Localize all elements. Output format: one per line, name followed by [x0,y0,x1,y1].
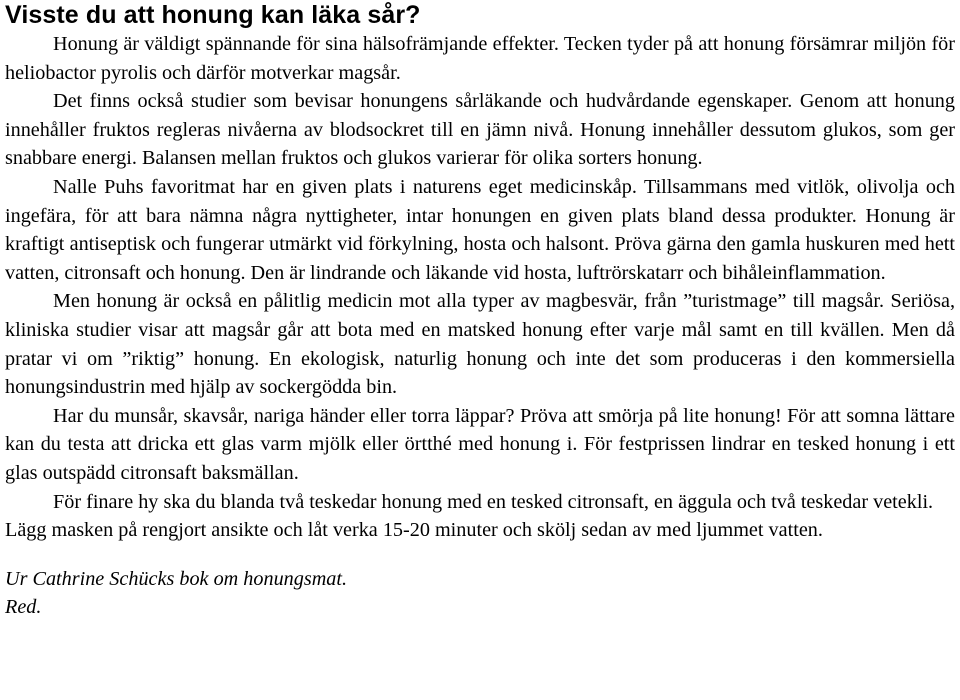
article-body [5,30,955,545]
paragraph-2: Det finns också studier som bevisar honungens sårläkande och hudvårdande egenskaper. Genom att honung innehåller fruktos regleras nivåerna av blodsockret till en jämn nivå. Honung innehåller dessutom glukos, som ger snabbare energi. Balansen mellan fruktos och glukos varierar för olika sorters honung. [5,90,955,170]
article-signature [5,565,955,621]
source-line: Ur Cathrine Schücks bok om honungsmat. [5,567,348,590]
paragraph-1: Honung är väldigt spännande för sina hälsofrämjande effekter. Tecken tyder på att honung försämrar miljön för heliobactor pyrolis och därför motverkar magsår. [5,33,955,84]
paragraph-5: Har du munsår, skavsår, nariga händer eller torra läppar? Pröva att smörja på lite honung! För att somna lättare kan du testa att dricka ett glas varm mjölk eller örtthé med honung i. För festprissen lindrar en tesked honung i ett glas outspädd citronsaft baksmällan. [5,404,955,484]
author-line: Red. [5,595,42,618]
paragraph-3: Nalle Puhs favoritmat har en given plats i naturens eget medicinskåp. Tillsammans med vitlök, olivolja och ingefära, för att bara nämna några nyttigheter, intar honungen en given plats bland dessa produkter. Honung är kraftigt antiseptisk och fungerar utmärkt vid förkylning, hosta och halsont. Pröva gärna den gamla huskuren med hett vatten, citronsaft och honung. Den är lindrande och läkande vid hosta, luftrörskatarr och bihåleinflammation. [5,175,955,284]
article [5,0,955,621]
paragraph-4: Men honung är också en pålitlig medicin mot alla typer av magbesvär, från ”turistmage” till magsår. Seriösa, kliniska studier visar att magsår går att bota med en matsked honung efter varje mål samt en till kvällen. Men då pratar vi om ”riktig” honung. En ekologisk, naturlig honung och inte det som produceras i den kommersiella honungsindustrin med hjälp av sockergödda bin. [5,290,955,399]
article-title: Visste du att honung kan läka sår? [5,1,421,29]
paragraph-6: För finare hy ska du blanda två teskedar honung med en tesked citronsaft, en äggula och två teskedar vetekli. Lägg masken på rengjort ansikte och låt verka 15-20 minuter och skölj sedan av med ljummet vatten. [5,490,934,542]
